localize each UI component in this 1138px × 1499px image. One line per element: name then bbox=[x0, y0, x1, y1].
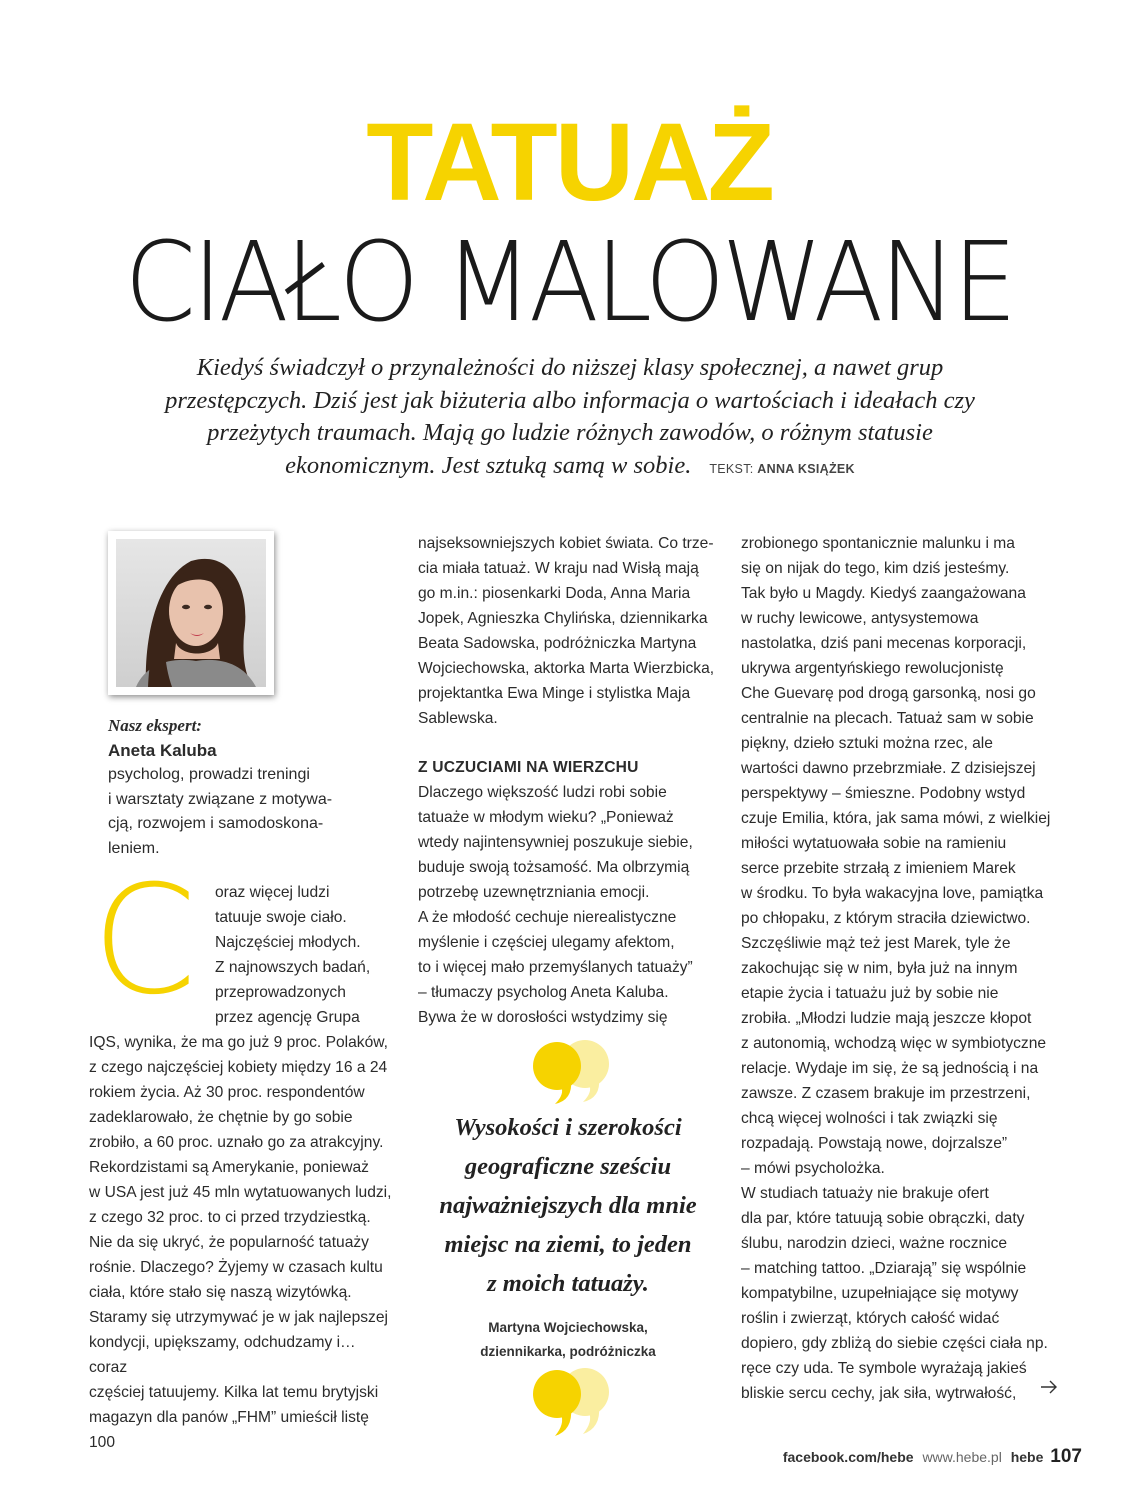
expert-desc-line: leniem. bbox=[108, 839, 160, 857]
text-line: A że młodość cechuje nierealistyczne bbox=[418, 909, 677, 926]
quote-line: geograficzne sześciu bbox=[464, 1153, 672, 1180]
text-line: w USA jest już 45 mln wytatuowanych ludzi, bbox=[89, 1184, 392, 1201]
quote-role: dziennikarka, podróżniczka bbox=[480, 1344, 656, 1359]
text-line: po chłopaku, z którym straciła dziewictwo. bbox=[741, 910, 1031, 927]
text-line: piękny, dzieło sztuki można rzec, ale bbox=[741, 735, 993, 752]
text-line: projektantka Ewa Minge i stylistka Maja bbox=[418, 685, 691, 702]
text-line: ciała, które stało się naszą wizytówką. bbox=[89, 1284, 352, 1301]
text-line: tatuaże w młodym wieku? „Ponieważ bbox=[418, 809, 674, 826]
text-line: W studiach tatuaży nie brakuje ofert bbox=[741, 1185, 989, 1202]
text-line: najseksowniejszych kobiet świata. Co trze- bbox=[418, 535, 714, 552]
text-line: Nie da się ukryć, że popularność tatuaży bbox=[89, 1234, 369, 1251]
brand-name: hebe bbox=[1010, 1449, 1044, 1465]
text-line: ślubu, narodzin dzieci, ważne rocznice bbox=[741, 1235, 1008, 1252]
page-number: 107 bbox=[1050, 1446, 1082, 1467]
quote-author: Martyna Wojciechowska, bbox=[488, 1320, 648, 1335]
headline: TATUAŻ bbox=[366, 101, 772, 224]
text-line: się on nijak do tego, kim dziś jesteśmy. bbox=[741, 560, 1010, 577]
text-line: Che Guevarę pod drogą garsonką, nosi go bbox=[741, 685, 1036, 702]
text-line: czuje Emilia, która, jak sama mówi, z wielkiej bbox=[741, 810, 1051, 827]
text-line: oraz więcej ludzi bbox=[215, 884, 330, 901]
text-line: częściej tatuujemy. Kilka lat temu brytyjski bbox=[89, 1384, 379, 1401]
text-line: perspektywy – śmieszne. Podobny wstyd bbox=[741, 785, 1026, 802]
expert-label: Nasz ekspert: bbox=[108, 716, 202, 735]
text-line: miłości wytatuowała sobie na ramieniu bbox=[741, 835, 1007, 852]
text-line: myślenie i częściej ulegamy afektom, bbox=[418, 934, 675, 951]
text-line: wtedy najintensywniej poszukuje siebie, bbox=[418, 834, 693, 851]
page-footer bbox=[783, 1446, 1082, 1468]
text-line: go m.in.: piosenkarki Doda, Anna Maria bbox=[418, 585, 691, 602]
pull-quote bbox=[418, 1108, 718, 1303]
text-line: centralnie na plecach. Tatuaż sam w sobie bbox=[741, 710, 1034, 727]
article-column-3 bbox=[741, 531, 1051, 1406]
text-line: zrobiło, a 60 proc. uznało go za atrakcyjny. bbox=[89, 1134, 384, 1151]
text-line: Dlaczego większość ludzi robi sobie bbox=[418, 784, 667, 801]
text-line: zakochując się w nim, była już na innym bbox=[741, 960, 1018, 977]
text-line: kompatybilne, uzupełniające się motywy bbox=[741, 1285, 1019, 1302]
text-line: przeprowadzonych bbox=[215, 984, 346, 1001]
text-line: relacje. Wydaje im się, że są jednością i na bbox=[741, 1060, 1039, 1077]
text-line: Jopek, Agnieszka Chylińska, dziennikarka bbox=[418, 610, 708, 627]
text-line: w środku. To była wakacyjna love, pamiątka bbox=[741, 885, 1044, 902]
text-line: zadeklarowało, że chętnie by go sobie bbox=[89, 1109, 353, 1126]
continue-arrow-icon bbox=[1040, 1380, 1058, 1394]
expert-name: Aneta Kaluba bbox=[108, 740, 217, 760]
quote-attribution bbox=[418, 1316, 718, 1364]
text-line: nastolatka, dziś pani mecenas korporacji, bbox=[741, 635, 1027, 652]
byline-label: TEKST: bbox=[709, 461, 754, 476]
text-line: to i więcej mało przemyślanych tatuaży” bbox=[418, 959, 693, 976]
text-line: tatuuje swoje ciało. bbox=[215, 909, 347, 926]
text-line: Z najnowszych badań, bbox=[215, 959, 371, 976]
expert-portrait bbox=[116, 539, 266, 687]
quote-line: najważniejszych dla mnie bbox=[439, 1192, 697, 1219]
expert-desc-line: i warsztaty związane z motywa- bbox=[108, 790, 333, 808]
quote-line: Wysokości i szerokości bbox=[454, 1114, 682, 1141]
text-line: Rekordzistami są Amerykanie, ponieważ bbox=[89, 1159, 369, 1176]
text-line: rośnie. Dlaczego? Żyjemy w czasach kultu bbox=[89, 1259, 383, 1276]
text-line: rokiem życia. Aż 30 proc. respondentów bbox=[89, 1084, 365, 1101]
text-line: bliskie sercu cechy, jak siła, wytrwałość, bbox=[741, 1385, 1017, 1402]
text-line: – tłumaczy psycholog Aneta Kaluba. bbox=[418, 984, 669, 1001]
article-column-2 bbox=[418, 531, 718, 1030]
drop-cap-letter: C bbox=[92, 878, 197, 1006]
text-line: przez agencję Grupa bbox=[215, 1009, 360, 1026]
text-line: chcą więcej wolności i tak związki się bbox=[741, 1110, 998, 1127]
text-line: Tak było u Magdy. Kiedyś zaangażowana bbox=[741, 585, 1026, 602]
website-link[interactable]: www.hebe.pl bbox=[922, 1449, 1002, 1465]
text-line: roślin i zwierząt, których całość widać bbox=[741, 1310, 1000, 1327]
article-column-1 bbox=[89, 880, 394, 1455]
text-line: potrzebę uzewnętrzniania emocji. bbox=[418, 884, 650, 901]
text-line: Wojciechowska, aktorka Marta Wierzbicka, bbox=[418, 660, 715, 677]
text-line: ręce czy uda. Te symbole wyrażają jakieś bbox=[741, 1360, 1027, 1377]
quote-mark-close-icon bbox=[527, 1366, 613, 1436]
quote-line: z moich tatuaży. bbox=[487, 1270, 649, 1297]
text-line: magazyn dla panów „FHM” umieścił listę 100 bbox=[89, 1409, 369, 1451]
text-line: z czego najczęściej kobiety między 16 a 24 bbox=[89, 1059, 388, 1076]
lead-paragraph bbox=[140, 352, 1000, 485]
text-line: – matching tattoo. „Dziarają” się wspólnie bbox=[741, 1260, 1027, 1277]
expert-desc-line: psycholog, prowadzi treningi bbox=[108, 766, 310, 783]
lead-text: Kiedyś świadczył o przynależności do niższej klasy społecznej, a nawet grup przestępczych. Dziś jest jak biżuteria albo informacja o wartościach i ideałach czy przeżytych traumach. Mają go ludzie różnych zawodów, o różnym statusie ekonomicznym. Jest sztuką samą w sobie. bbox=[165, 354, 975, 479]
section-subhead: Z UCZUCIAMI NA WIERZCHU bbox=[418, 759, 639, 776]
text-line: z czego 32 proc. to ci przed trzydziestką. bbox=[89, 1209, 371, 1226]
expert-box bbox=[108, 714, 358, 861]
text-line: serce przebite strzałą z imieniem Marek bbox=[741, 860, 1016, 877]
text-line: zawsze. Z czasem brakuje im przestrzeni, bbox=[741, 1085, 1031, 1102]
subheadline: CIAŁO MALOWANE bbox=[124, 218, 1014, 346]
text-line: Bywa że w dorosłości wstydzimy się bbox=[418, 1009, 668, 1026]
portrait-illustration bbox=[116, 539, 266, 687]
text-line: zrobiła. „Młodzi ludzie mają jeszcze kłopot bbox=[741, 1010, 1032, 1027]
facebook-link[interactable]: facebook.com/hebe bbox=[782, 1449, 914, 1465]
text-line: Szczęśliwie mąż też jest Marek, tyle że bbox=[741, 935, 1011, 952]
text-line: rozpadają. Powstają nowe, dojrzalsze” bbox=[741, 1135, 1008, 1152]
text-line: dla par, które tatuują sobie obrączki, daty bbox=[741, 1210, 1025, 1227]
text-line: dopiero, gdy zbliżą do siebie części ciała np. bbox=[741, 1335, 1048, 1352]
text-line: buduje swoją tożsamość. Ma olbrzymią bbox=[418, 859, 690, 876]
text-line: Beata Sadowska, podróżniczka Martyna bbox=[418, 635, 697, 652]
text-line: ukrywa argentyńskiego rewolucjonistę bbox=[741, 660, 1004, 677]
text-line: IQS, wynika, że ma go już 9 proc. Polaków, bbox=[89, 1034, 389, 1051]
text-line: – mówi psycholożka. bbox=[741, 1160, 885, 1177]
quote-line: miejsc na ziemi, to jeden bbox=[444, 1231, 692, 1258]
text-line: w ruchy lewicowe, antysystemowa bbox=[741, 610, 979, 627]
byline bbox=[709, 462, 855, 476]
text-line: etapie życia i tatuażu już by sobie nie bbox=[741, 985, 999, 1002]
text-line: Najczęściej młodych. bbox=[215, 934, 361, 951]
text-line: zrobionego spontanicznie malunku i ma bbox=[741, 535, 1015, 552]
text-line: kondycji, upiększamy, odchudzamy i… coraz bbox=[89, 1334, 356, 1376]
byline-author: ANNA KSIĄŻEK bbox=[757, 461, 855, 476]
text-line: z autonomią, wchodzą więc w symbiotyczne bbox=[741, 1035, 1047, 1052]
expert-desc-line: cją, rozwojem i samodoskona- bbox=[108, 815, 324, 832]
quote-mark-open-icon bbox=[527, 1038, 613, 1104]
text-line: Staramy się utrzymywać je w jak najlepszej bbox=[89, 1309, 388, 1326]
text-line: Sablewska. bbox=[418, 710, 498, 727]
text-line: cia miała tatuaż. W kraju nad Wisłą mają bbox=[418, 560, 699, 577]
expert-photo bbox=[108, 531, 274, 695]
text-line: wartości dawno przebrzmiałe. Z dzisiejszej bbox=[741, 760, 1036, 777]
